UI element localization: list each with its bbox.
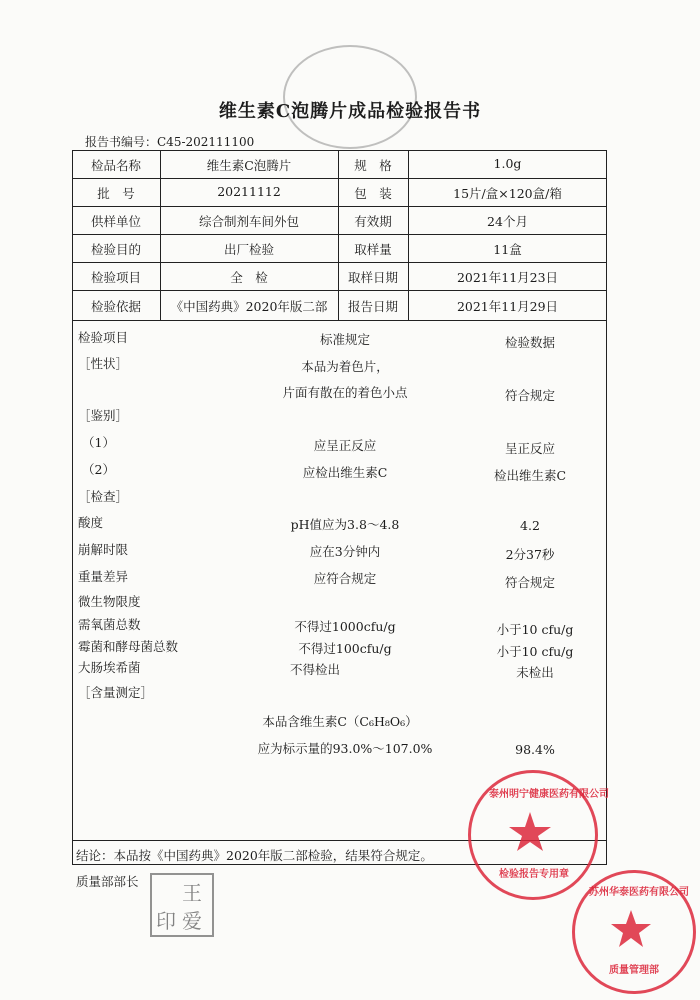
header-label: 报告日期 — [347, 299, 398, 314]
item-label: （2） — [82, 462, 115, 477]
item-label: （1） — [82, 435, 115, 450]
item-label: 需氧菌总数 — [78, 617, 141, 632]
section-tests: ［检查］ — [78, 489, 129, 504]
item-label: 重量差异 — [78, 569, 129, 584]
header-label: 检验目的 — [90, 242, 141, 257]
seal-subtext: 检验报告专用章 — [499, 869, 569, 880]
header-value: 全 检 — [230, 270, 268, 285]
item-label: 微生物限度 — [78, 594, 141, 609]
header-label: 检品名称 — [90, 158, 141, 173]
result-text: 小于10 cfu/g — [496, 622, 574, 637]
standard-text: 本品为着色片， — [301, 359, 389, 374]
header-label: 包 装 — [354, 186, 392, 201]
standard-text: 本品含维生素C（C₆H₈O₆） — [262, 714, 418, 729]
signature-stamp: 王 爱 印 — [150, 873, 214, 937]
header-label: 检验项目 — [90, 270, 141, 285]
header-value: 11盒 — [493, 242, 522, 257]
header-value: 《中国药典》2020年版二部 — [170, 299, 328, 314]
result-text: 2分37秒 — [505, 547, 555, 562]
standard-text: 不得检出 — [289, 662, 340, 677]
item-label: 酸度 — [78, 515, 104, 530]
item-label: 大肠埃希菌 — [78, 660, 141, 675]
grid-line — [408, 150, 409, 320]
company-seal — [572, 870, 696, 994]
section-assay: ［含量测定］ — [78, 685, 154, 700]
grid-line — [72, 178, 607, 179]
standard-text: 应检出维生素C — [302, 465, 388, 480]
result-text: 小于10 cfu/g — [496, 644, 574, 659]
header-value: 20211112 — [217, 184, 281, 199]
grid-line — [160, 150, 161, 320]
standard-text: 应呈正反应 — [313, 438, 377, 453]
header-value: 15片/盒×120盒/箱 — [453, 186, 562, 201]
result-text: 符合规定 — [504, 388, 555, 403]
standard-text: 应为标示量的93.0%～107.0% — [257, 741, 433, 756]
conclusion: 结论：本品按《中国药典》2020年版二部检验，结果符合规定。 — [76, 848, 433, 863]
report-number: 报告书编号：C45-202111100 — [85, 135, 255, 149]
header-label: 批 号 — [97, 186, 135, 201]
result-text: 未检出 — [516, 665, 554, 680]
standard-text: 应符合规定 — [313, 571, 377, 586]
standard-text: 不得过100cfu/g — [298, 641, 392, 656]
item-label: 霉菌和酵母菌总数 — [78, 639, 179, 654]
standard-text: 片面有散在的着色小点 — [282, 385, 408, 400]
signer-label: 质量部部长 — [76, 874, 139, 889]
standard-text: 不得过1000cfu/g — [294, 619, 396, 634]
grid-line — [338, 150, 339, 320]
grid-line — [72, 206, 607, 207]
page-title: 维生素C泡腾片成品检验报告书 — [218, 101, 482, 122]
standard-text: pH值应为3.8～4.8 — [290, 517, 400, 532]
header-label: 取样量 — [354, 242, 392, 257]
header-label: 取样日期 — [347, 270, 398, 285]
section-appearance: ［性状］ — [78, 356, 129, 371]
header-label: 检验依据 — [90, 299, 141, 314]
item-label: 崩解时限 — [78, 542, 129, 557]
result-text: 符合规定 — [504, 575, 555, 590]
seal-text: 泰州明宁健康医药有限公司 — [489, 789, 609, 800]
result-text: 检出维生素C — [493, 468, 567, 483]
grid-line — [72, 290, 607, 291]
header-value: 1.0g — [493, 156, 522, 171]
grid-line — [72, 262, 607, 263]
seal-subtext: 质量管理部 — [609, 965, 659, 976]
grid-line — [72, 320, 607, 321]
header-value: 出厂检验 — [223, 242, 274, 257]
section-identification: ［鉴别］ — [78, 408, 129, 423]
header-label: 有效期 — [354, 214, 392, 229]
header-value: 2021年11月29日 — [456, 299, 559, 314]
result-text: 98.4% — [515, 742, 555, 757]
col-header-standard: 标准规定 — [319, 332, 370, 347]
header-value: 24个月 — [487, 214, 528, 229]
grid-line — [72, 234, 607, 235]
header-value: 维生素C泡腾片 — [206, 158, 292, 173]
header-label: 供样单位 — [90, 214, 141, 229]
col-header-result: 检验数据 — [504, 335, 555, 350]
result-text: 4.2 — [520, 518, 540, 533]
header-label: 规 格 — [354, 158, 392, 173]
seal-text: 苏州华泰医药有限公司 — [589, 887, 689, 898]
col-header-item: 检验项目 — [78, 330, 129, 345]
header-value: 2021年11月23日 — [456, 270, 559, 285]
header-value: 综合制剂车间外包 — [198, 214, 299, 229]
result-text: 呈正反应 — [504, 441, 555, 456]
standard-text: 应在3分钟内 — [309, 544, 381, 559]
